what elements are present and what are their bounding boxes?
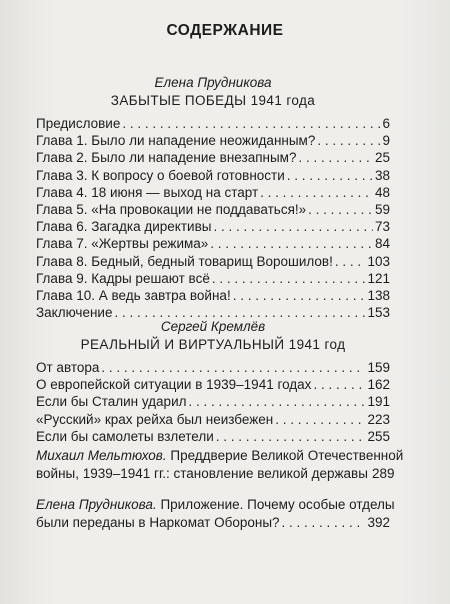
toc-list	[36, 359, 390, 445]
entry-author: Михаил Мельтюхов.	[36, 448, 167, 463]
entry-author: Елена Прудникова.	[36, 497, 157, 512]
dot-leader	[287, 167, 373, 184]
toc-entry[interactable]	[36, 132, 390, 149]
toc-entry-title: Заключение	[36, 305, 113, 321]
toc-entry-page: 38	[374, 167, 390, 183]
toc-entry-title: Предисловие	[36, 116, 121, 131]
dot-leader	[313, 376, 365, 393]
toc-entry[interactable]	[36, 270, 390, 287]
toc-entry-title: Глава 4. 18 июня — выход на старт	[36, 184, 259, 200]
dot-leader	[212, 270, 366, 287]
toc-entry-page: 162	[367, 377, 390, 393]
toc-entry-title: Глава 10. А ведь завтра война!	[36, 287, 231, 303]
section-work-title: ЗАБЫТЫЕ ПОБЕДЫ 1941 года	[110, 93, 316, 108]
toc-entry[interactable]	[36, 149, 390, 166]
toc-entry-page: 223	[367, 411, 390, 427]
toc-entry[interactable]	[36, 393, 390, 410]
toc-entry-title: Глава 3. К вопросу о боевой готовности	[36, 167, 285, 183]
toc-entry-title: Глава 8. Бедный, бедный товарищ Ворошилов!	[36, 253, 333, 269]
toc-entry[interactable]	[36, 167, 390, 184]
toc-entry[interactable]	[36, 287, 390, 304]
entry-title-line1: Приложение. Почему особые отделы	[160, 497, 395, 512]
toc-entry[interactable]	[36, 235, 390, 252]
section-author: Елена Прудникова	[154, 75, 272, 90]
toc-entry-page: 6	[382, 116, 390, 131]
toc-entry-page: 138	[367, 287, 390, 303]
toc-entry-page: 392	[367, 514, 390, 530]
toc-entry-page: 48	[374, 184, 390, 200]
dot-leader	[216, 428, 366, 445]
dot-leader	[101, 359, 365, 376]
dot-leader	[308, 201, 373, 218]
entry-title-line2: были переданы в Наркомат Обороны?	[36, 514, 280, 530]
toc-entry-page: 159	[367, 360, 390, 375]
dot-leader	[298, 149, 373, 166]
toc-entry[interactable]	[36, 428, 390, 445]
toc-entry-title: Если бы Сталин ударил	[36, 394, 187, 410]
toc-entry-title: От автора	[36, 360, 100, 375]
dot-leader	[213, 218, 373, 235]
section-work-title: РЕАЛЬНЫЙ И ВИРТУАЛЬНЫЙ 1941 год	[80, 337, 346, 352]
toc-entry-title: Глава 9. Кадры решают всё	[36, 270, 210, 286]
toc-entry-page: 153	[367, 305, 390, 321]
section-author: Сергей Кремлёв	[160, 319, 266, 334]
dot-leader	[275, 411, 365, 428]
toc-entry-page: 9	[382, 133, 390, 149]
toc-entry-title: О европейской ситуации в 1939–1941 годах	[36, 377, 312, 393]
toc-entry-title: Глава 7. «Жертвы режима»	[36, 236, 209, 252]
toc-entry-title: Глава 1. Было ли нападение неожиданным?	[36, 133, 316, 149]
dot-leader	[233, 287, 366, 304]
dot-leader	[282, 514, 366, 532]
toc-entry[interactable]	[36, 376, 390, 393]
toc-entry-page: 73	[374, 219, 390, 235]
toc-entry-meltyukhov[interactable]	[36, 447, 404, 482]
toc-entry-title: Глава 5. «На провокации не поддаваться!»	[36, 201, 307, 217]
toc-entry-title: Глава 2. Было ли нападение внезапным?	[36, 150, 297, 166]
toc-entry-page: 121	[367, 270, 390, 286]
toc-entry-appendix[interactable]	[36, 496, 395, 531]
page-title: СОДЕРЖАНИЕ	[166, 22, 284, 39]
toc-entry-page: 191	[367, 394, 390, 410]
toc-entry-title: «Русский» крах рейха был неизбежен	[36, 411, 274, 427]
toc-entry[interactable]	[36, 359, 390, 376]
toc-entry[interactable]	[36, 115, 390, 132]
entry-title-line1: Преддверие Великой Отечественной	[170, 448, 404, 463]
dot-leader	[260, 184, 373, 201]
toc-entry[interactable]	[36, 218, 390, 235]
entry-title-line2: войны, 1939–1941 гг.: становление великой державы	[36, 465, 368, 481]
section-prudnikova	[36, 74, 390, 321]
toc-entry-page: 255	[367, 428, 390, 444]
toc-entry-title: Если бы самолеты взлетели	[36, 428, 214, 444]
toc-list	[36, 115, 390, 321]
toc-entry[interactable]	[36, 201, 390, 218]
dot-leader	[188, 393, 365, 410]
toc-entry-page: 25	[374, 150, 390, 166]
toc-entry-title: Глава 6. Загадка директивы	[36, 219, 212, 235]
dot-leader	[317, 132, 380, 149]
toc-entry-page: 103	[367, 253, 390, 269]
toc-entry[interactable]	[36, 253, 390, 270]
section-kremlev	[36, 318, 390, 445]
toc-entry-page: 59	[374, 201, 390, 217]
dot-leader	[210, 235, 373, 252]
dot-leader	[335, 253, 366, 270]
toc-entry[interactable]	[36, 184, 390, 201]
dot-leader	[122, 115, 380, 132]
toc-entry-page: 289	[371, 465, 395, 481]
toc-entry-page: 84	[374, 236, 390, 252]
toc-entry[interactable]	[36, 411, 390, 428]
